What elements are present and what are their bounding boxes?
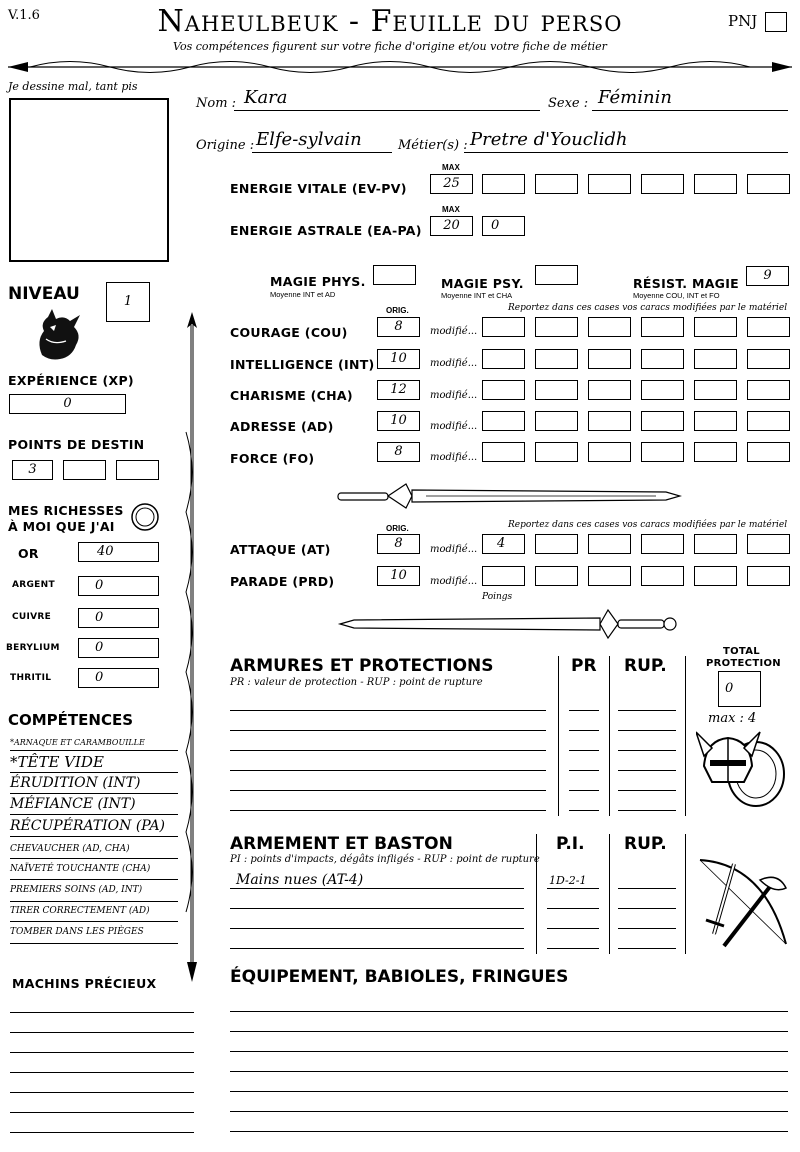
ev-max-label: MAX [442, 163, 460, 172]
ea-current-box[interactable]: 0 [482, 216, 525, 236]
int-mod-box-5[interactable] [694, 349, 737, 369]
ea-label: ENERGIE ASTRALE (EA-PA) [230, 223, 422, 238]
combat-note: Reportez dans ces cases vos caracs modifiées par le matériel [508, 520, 788, 530]
cou-mod-box-4[interactable] [641, 317, 684, 337]
competence-item[interactable]: NAÏVETÉ TOUCHANTE (CHA) [10, 864, 178, 880]
at-mod-box-3[interactable] [588, 534, 631, 554]
ea-max-box[interactable]: 20 [430, 216, 473, 236]
fo-mod-box-2[interactable] [535, 442, 578, 462]
total-protection-label-1: TOTAL [723, 646, 760, 657]
ad-mod-box-2[interactable] [535, 411, 578, 431]
ea-max-label: MAX [442, 205, 460, 214]
cuivre-box[interactable]: 0 [78, 608, 159, 628]
fo-mod-box-5[interactable] [694, 442, 737, 462]
competence-item[interactable]: TOMBER DANS LES PIÈGES [10, 927, 178, 944]
ad-mod-box-3[interactable] [588, 411, 631, 431]
prd-mod-box-5[interactable] [694, 566, 737, 586]
sexe-value[interactable]: Féminin [598, 87, 672, 108]
nom-label: Nom : [196, 96, 237, 111]
berylium-box[interactable]: 0 [78, 638, 159, 658]
cha-mod-box-4[interactable] [641, 380, 684, 400]
cha-modifie-label: modifié... [430, 390, 478, 401]
cha-mod-box-1[interactable] [482, 380, 525, 400]
cha-orig-box[interactable]: 12 [377, 380, 420, 400]
ad-mod-box-4[interactable] [641, 411, 684, 431]
nom-value[interactable]: Kara [244, 87, 288, 108]
armures-rup-label: RUP. [624, 656, 667, 676]
magie-psy-box[interactable] [535, 265, 578, 285]
pnj-checkbox[interactable] [765, 12, 787, 32]
version-label: V.1.6 [8, 8, 40, 23]
portrait-box[interactable] [9, 98, 169, 262]
magie-phys-label: MAGIE PHYS. [270, 274, 366, 289]
competence-item[interactable]: MÉFIANCE (INT) [10, 796, 178, 815]
total-protection-label-2: PROTECTION [706, 658, 781, 669]
int-mod-box-3[interactable] [588, 349, 631, 369]
int-mod-box-1[interactable] [482, 349, 525, 369]
weapons-icon [694, 854, 792, 954]
coin-icon [130, 502, 160, 532]
ad-label: ADRESSE (AD) [230, 419, 334, 434]
cha-mod-box-3[interactable] [588, 380, 631, 400]
cou-mod-box-2[interactable] [535, 317, 578, 337]
int-orig-box[interactable]: 10 [377, 349, 420, 369]
caracs-orig-label: ORIG. [386, 306, 409, 315]
fo-mod-box-6[interactable] [747, 442, 790, 462]
destin-box-1[interactable]: 3 [12, 460, 53, 480]
cou-mod-box-5[interactable] [694, 317, 737, 337]
page-title: Naheulbeuk - Feuille du perso [157, 4, 623, 39]
armement-title: ARMEMENT ET BASTON [230, 834, 453, 854]
magie-psy-label: MAGIE PSY. [441, 276, 524, 291]
ev-box-5[interactable] [694, 174, 737, 194]
armement-rup-label: RUP. [624, 834, 667, 854]
cuivre-label: CUIVRE [12, 612, 52, 622]
argent-label: ARGENT [12, 580, 55, 590]
at-mod-box-4[interactable] [641, 534, 684, 554]
magie-psy-note: Moyenne INT et CHA [441, 291, 513, 300]
origine-value[interactable]: Elfe-sylvain [256, 129, 362, 150]
fo-label: FORCE (FO) [230, 451, 315, 466]
equipement-title: ÉQUIPEMENT, BABIOLES, FRINGUES [230, 967, 569, 987]
cou-mod-box-3[interactable] [588, 317, 631, 337]
int-label: INTELLIGENCE (INT) [230, 357, 375, 372]
fo-mod-box-1[interactable] [482, 442, 525, 462]
int-mod-box-2[interactable] [535, 349, 578, 369]
cou-label: COURAGE (COU) [230, 325, 348, 340]
thritil-box[interactable]: 0 [78, 668, 159, 688]
dragon-icon [32, 305, 86, 363]
competences-label: COMPÉTENCES [8, 711, 134, 729]
portrait-caption: Je dessine mal, tant pis [8, 80, 138, 93]
at-mod-box-1[interactable]: 4 [482, 534, 525, 554]
staff-ornament [182, 312, 202, 982]
prd-orig-box[interactable]: 10 [377, 566, 420, 586]
prd-mod-box-2[interactable] [535, 566, 578, 586]
prd-mod-box-4[interactable] [641, 566, 684, 586]
resist-magie-label: RÉSIST. MAGIE [633, 276, 740, 291]
ad-mod-box-6[interactable] [747, 411, 790, 431]
magie-phys-note: Moyenne INT et AD [270, 290, 336, 299]
thritil-label: THRITIL [10, 673, 52, 683]
niveau-label: NIVEAU [8, 284, 80, 304]
cou-mod-box-1[interactable] [482, 317, 525, 337]
ad-mod-box-5[interactable] [694, 411, 737, 431]
pi-label: P.I. [556, 834, 585, 854]
cha-mod-box-5[interactable] [694, 380, 737, 400]
ev-max-box[interactable]: 25 [430, 174, 473, 194]
ev-label: ENERGIE VITALE (EV-PV) [230, 181, 407, 196]
destin-label: POINTS DE DESTIN [8, 437, 145, 452]
metier-label: Métier(s) : [398, 138, 468, 153]
fo-mod-box-3[interactable] [588, 442, 631, 462]
at-mod-box-5[interactable] [694, 534, 737, 554]
or-box[interactable]: 40 [78, 542, 159, 562]
header-ornament [0, 54, 800, 80]
or-label: OR [18, 546, 39, 561]
machins-label: MACHINS PRÉCIEUX [12, 976, 157, 991]
helmet-shield-icon [696, 726, 790, 810]
competence-item[interactable]: PREMIERS SOINS (AD, INT) [10, 885, 178, 902]
at-label: ATTAQUE (AT) [230, 542, 331, 557]
armures-note: PR : valeur de protection - RUP : point de rupture [230, 677, 483, 688]
competence-item[interactable]: *ARNAQUE ET CARAMBOUILLE [10, 738, 178, 751]
ad-orig-box[interactable]: 10 [377, 411, 420, 431]
ev-box-1[interactable] [482, 174, 525, 194]
weapon-1-pi[interactable]: 1D-2-1 [549, 874, 587, 887]
resist-magie-note: Moyenne COU, INT et FO [633, 291, 720, 300]
ev-box-6[interactable] [747, 174, 790, 194]
prd-modifie-label: modifié... [430, 576, 478, 587]
pr-label: PR [571, 656, 597, 676]
caracs-note: Reportez dans ces cases vos caracs modifiées par le matériel [508, 303, 788, 313]
at-mod-box-2[interactable] [535, 534, 578, 554]
competence-item[interactable]: ÉRUDITION (INT) [10, 775, 178, 794]
int-mod-box-4[interactable] [641, 349, 684, 369]
max-protection-label: max : 4 [708, 711, 757, 726]
at-mod-box-6[interactable] [747, 534, 790, 554]
cou-mod-box-6[interactable] [747, 317, 790, 337]
fo-mod-box-4[interactable] [641, 442, 684, 462]
berylium-label: BERYLIUM [6, 643, 60, 653]
prd-mod-box-1[interactable] [482, 566, 525, 586]
prd-label: PARADE (PRD) [230, 574, 335, 589]
armement-note: PI : points d'impacts, dégâts infligés - RUP : point de rupture [230, 854, 540, 865]
richesses-label-2: À MOI QUE J'AI [8, 519, 115, 534]
sword-icon [336, 606, 682, 640]
armures-title: ARMURES ET PROTECTIONS [230, 656, 494, 676]
ad-mod-box-1[interactable] [482, 411, 525, 431]
page-subtitle: Vos compétences figurent sur votre fiche d'origine et/ou votre fiche de métier [173, 40, 607, 53]
ad-modifie-label: modifié... [430, 421, 478, 432]
combat-orig-label: ORIG. [386, 524, 409, 533]
cha-mod-box-2[interactable] [535, 380, 578, 400]
niveau-box[interactable]: 1 [106, 282, 150, 322]
total-protection-box[interactable]: 0 [718, 671, 761, 707]
metier-value[interactable]: Pretre d'Youclidh [470, 129, 628, 150]
resist-magie-box[interactable]: 9 [746, 266, 789, 286]
ev-box-4[interactable] [641, 174, 684, 194]
poings-label: Poings [482, 592, 513, 602]
pnj-label: PNJ [728, 12, 758, 30]
competence-item[interactable]: *TÊTE VIDE [10, 753, 178, 773]
int-mod-box-6[interactable] [747, 349, 790, 369]
at-modifie-label: modifié... [430, 544, 478, 555]
ev-box-2[interactable] [535, 174, 578, 194]
cha-mod-box-6[interactable] [747, 380, 790, 400]
richesses-label-1: MES RICHESSES [8, 503, 124, 518]
fo-orig-box[interactable]: 8 [377, 442, 420, 462]
weapon-1-name[interactable]: Mains nues (AT-4) [236, 872, 364, 888]
at-orig-box[interactable]: 8 [377, 534, 420, 554]
destin-box-2[interactable] [63, 460, 106, 480]
sword-icon [336, 480, 682, 512]
competence-item[interactable]: TIRER CORRECTEMENT (AD) [10, 906, 178, 922]
xp-label: EXPÉRIENCE (XP) [8, 373, 134, 388]
sexe-label: Sexe : [548, 96, 589, 111]
cou-modifie-label: modifié... [430, 326, 478, 337]
cou-orig-box[interactable]: 8 [377, 317, 420, 337]
fo-modifie-label: modifié... [430, 452, 478, 463]
magie-phys-box[interactable] [373, 265, 416, 285]
origine-label: Origine : [196, 138, 255, 153]
prd-mod-box-3[interactable] [588, 566, 631, 586]
destin-box-3[interactable] [116, 460, 159, 480]
cha-label: CHARISME (CHA) [230, 388, 353, 403]
ev-box-3[interactable] [588, 174, 631, 194]
argent-box[interactable]: 0 [78, 576, 159, 596]
xp-box[interactable]: 0 [9, 394, 126, 414]
competence-item[interactable]: RÉCUPÉRATION (PA) [10, 818, 178, 837]
prd-mod-box-6[interactable] [747, 566, 790, 586]
int-modifie-label: modifié... [430, 358, 478, 369]
competence-item[interactable]: CHEVAUCHER (AD, CHA) [10, 844, 178, 859]
